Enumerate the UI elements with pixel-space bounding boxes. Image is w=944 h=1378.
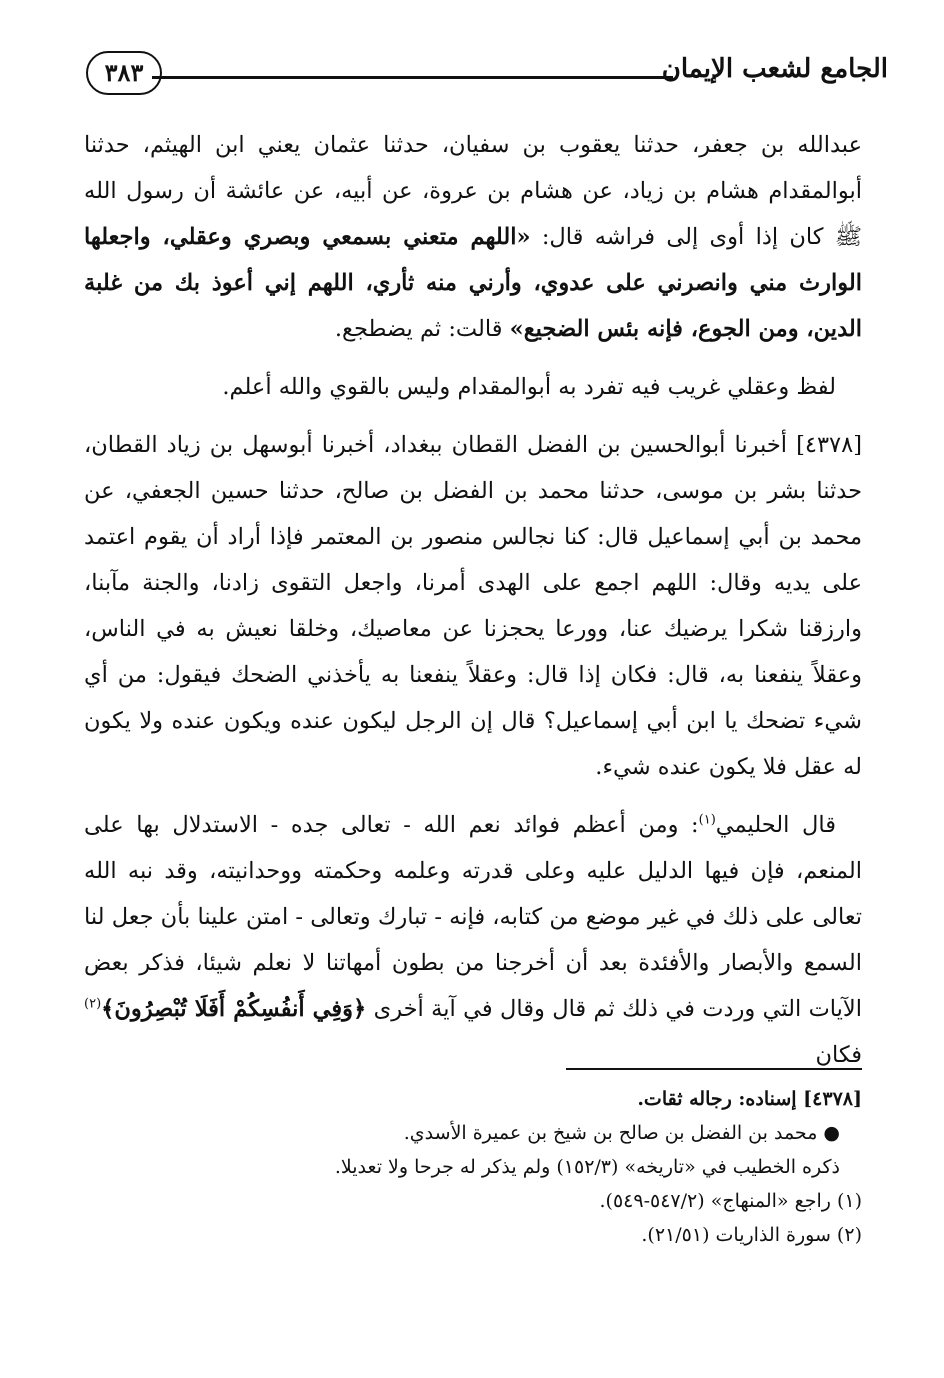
paragraph-comment: لفظ وعقلي غريب فيه تفرد به أبوالمقدام وليس بالقوي والله أعلم. — [222, 374, 836, 400]
footnote-1: (١) راجع «المنهاج» (٥٤٧/٢-٥٤٩). — [599, 1190, 862, 1212]
header-rule — [152, 76, 673, 79]
footnote-khatib: ذكره الخطيب في «تاريخه» (١٥٢/٣) ولم يذكر له جرحا ولا تعديلا. — [334, 1156, 840, 1178]
page-header — [86, 46, 888, 106]
halimi-label: قال الحليمي — [715, 812, 836, 838]
footnote-separator — [566, 1068, 862, 1070]
halimi-text: : ومن أعظم فوائد نعم الله - تعالى جده - الاستدلال بها على المنعم، فإن فيها الدليل عليه وعلى قدرته وعلمه وحكمته ووحدانيته، وقد نبه الله تعالى على ذلك في غير موضع من كتابه، فإنه - تبارك وتعالى - امتن علينا بأن جعل لنا السمع والأبصار والأفئدة بعد أن أخرجنا من بطون أمهاتنا لا نعلم شيئا، فذكر بعض الآيات التي وردت في ذلك ثم قال وقال في آية أخرى — [84, 812, 862, 1022]
footnote-narrator: ● محمد بن الفضل بن صالح بن شيخ بن عميرة الأسدي. — [403, 1122, 840, 1144]
footnotes — [84, 1082, 862, 1252]
trailing-text: فكان — [815, 1042, 862, 1068]
paragraph-hadith-continuation — [84, 122, 862, 352]
quran-verse: ﴿وَفِي أَنفُسِكُمْ أَفَلَا تُبْصِرُونَ﴾ — [101, 996, 367, 1022]
footnote-ref-1: (١) — [698, 812, 716, 828]
dua-text: «اللهم متعني بسمعي وبصري وعقلي، واجعلها الوارث مني وانصرني على عدوي، وأرني منه ثأري، اللهم إني أعوذ بك من غلبة الدين، ومن الجوع، فإنه بئس الضجيع» — [84, 224, 862, 342]
isnad-text: عبدالله بن جعفر، حدثنا يعقوب بن سفيان، حدثنا عثمان يعني ابن الهيثم، حدثنا أبوالمقدام هشام بن زياد، عن هشام بن عروة، عن أبيه، عن عائشة أن رسول الله ﷺ كان إذا أوى إلى فراشه قال: — [84, 132, 862, 250]
main-text — [84, 122, 862, 1078]
closing-text: قالت: ثم يضطجع. — [334, 316, 510, 342]
footnote-2: (٢) سورة الذاريات (٢١/٥١). — [641, 1224, 862, 1246]
footnote-ref-2: (٢) — [84, 996, 102, 1012]
book-title: الجامع لشعب الإيمان — [661, 54, 888, 84]
footnote-isnad: [٤٣٧٨] إسناده: رجاله ثقات. — [637, 1088, 862, 1110]
paragraph-halimi — [84, 802, 862, 1078]
page-number: ٣٨٣ — [86, 51, 162, 95]
paragraph-hadith-4378: [٤٣٧٨] أخبرنا أبوالحسين بن الفضل القطان ببغداد، أخبرنا أبوسهل بن زياد القطان، حدثنا بشر بن موسى، حدثنا محمد بن الفضل بن صالح، حدثنا حسين الجعفي، عن محمد بن أبي إسماعيل قال: كنا نجالس منصور بن المعتمر فإذا أراد أن يقوم اعتمد على يديه وقال: اللهم اجمع على الهدى أمرنا، واجعل التقوى زادنا، والجنة مآبنا، وارزقنا شكرا يرضيك عنا، وورعا يحجزنا عن معاصيك، وخلقا نعيش به في الناس، وعقلاً ينفعنا به، قال: فكان إذا قال: وعقلاً ينفعنا به يأخذني الضحك فيقول: من أي شيء تضحك يا ابن أبي إسماعيل؟ قال إن الرجل ليكون عنده ويكون عنده ولا يكون له عقل فلا يكون عنده شيء. — [84, 432, 862, 780]
